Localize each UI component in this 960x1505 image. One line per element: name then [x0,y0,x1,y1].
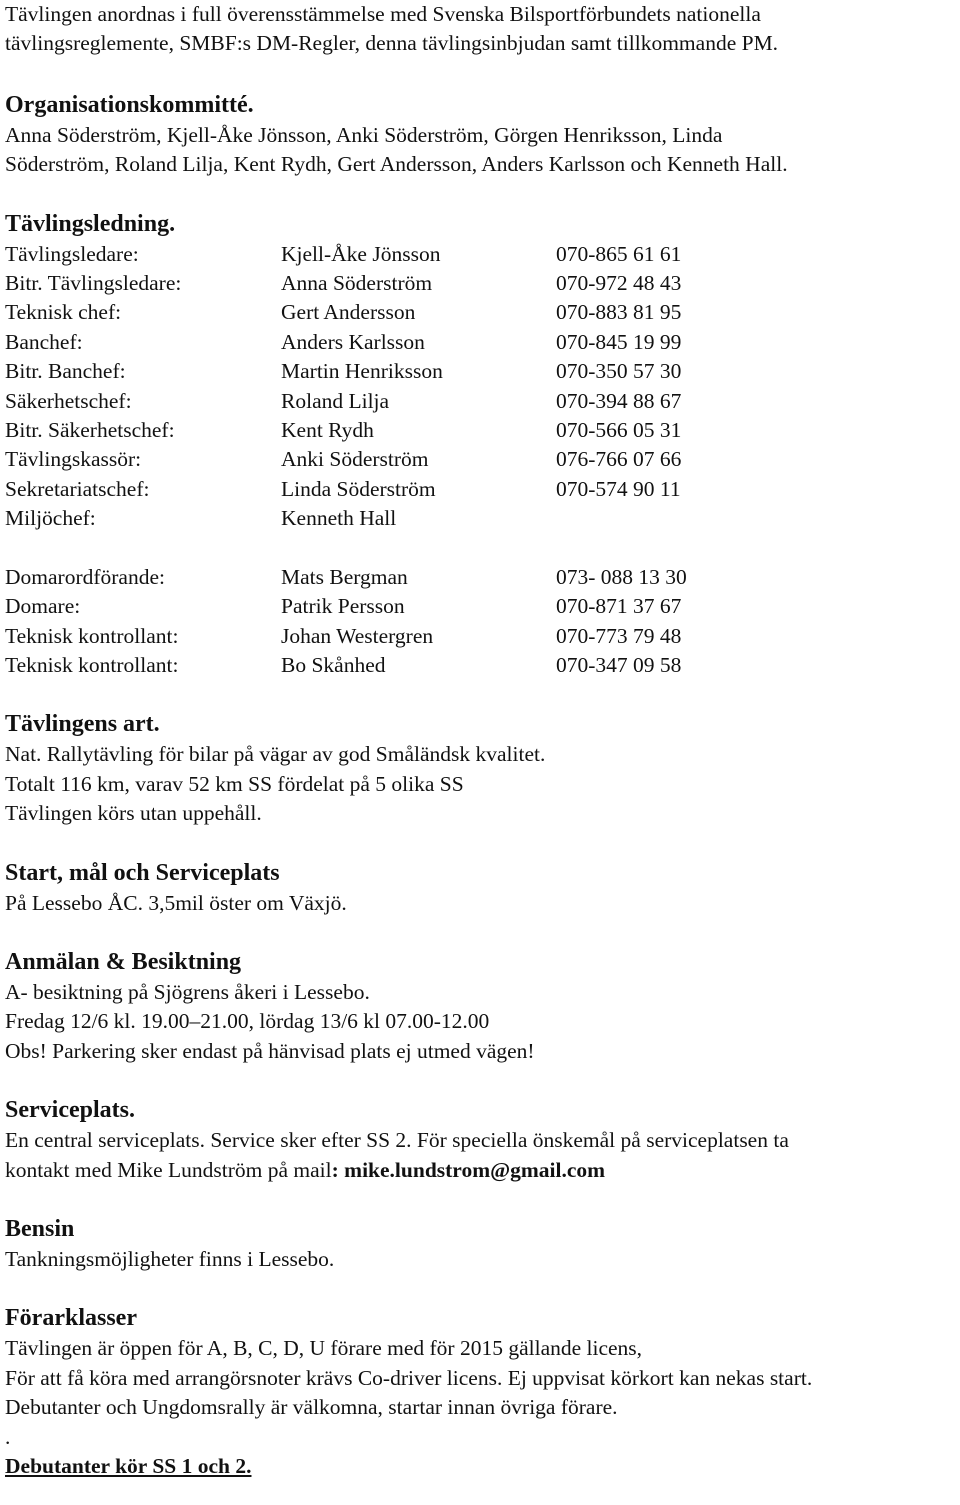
name-cell: Kent Rydh [281,418,374,443]
ledning-heading: Tävlingsledning. [5,210,176,237]
anmalan-section [5,947,955,1066]
name-cell: Anki Söderström [281,447,429,472]
intro-line-2: tävlingsreglemente, SMBF:s DM-Regler, denna tävlingsinbjudan samt tillkommande PM. [5,31,779,56]
staff-row [5,328,856,357]
anmalan-heading: Anmälan & Besiktning [5,948,242,975]
role-cell: Teknisk kontrollant: [5,623,179,648]
role-cell: Bitr. Säkerhetschef: [5,418,175,443]
klasser-line-3: Debutanter och Ungdomsrally är välkomna, startar innan övriga förare. [5,1395,618,1420]
staff-row [5,416,856,445]
bensin-heading: Bensin [5,1215,75,1242]
intro-line-1: Tävlingen anordnas i full överensstämmelse med Svenska Bilsportförbundets nationella [5,2,761,26]
anmalan-line-3: Obs! Parkering sker endast på hänvisad plats ej utmed vägen! [5,1038,535,1063]
art-line-2: Totalt 116 km, varav 52 km SS fördelat på 5 olika SS [5,771,464,796]
name-cell: Gert Andersson [281,300,416,325]
name-cell: Martin Henriksson [281,359,443,384]
art-line-3: Tävlingen körs utan uppehåll. [5,801,262,826]
name-cell: Bo Skånhed [281,652,386,677]
staff-row [5,475,856,504]
phone-cell: 076-766 07 66 [556,447,682,472]
phone-cell: 070-972 48 43 [556,271,682,296]
role-cell: Sekretariatschef: [5,476,150,501]
official-row [5,563,856,592]
name-cell: Patrik Persson [281,594,405,619]
art-line-1: Nat. Rallytävling för bilar på vägar av god Småländsk kvalitet. [5,742,546,767]
role-cell: Miljöchef: [5,506,96,531]
official-row [5,592,856,621]
service-line-2 [5,1156,955,1185]
phone-cell: 070-865 61 61 [556,241,682,266]
bensin-section [5,1214,955,1274]
klasser-line-4: . [5,1424,11,1449]
organisation-line-1: Anna Söderström, Kjell-Åke Jönsson, Anki Söderström, Görgen Henriksson, Linda [5,122,723,147]
art-heading: Tävlingens art. [5,711,160,738]
role-cell: Domarordförande: [5,564,165,589]
klasser-section [5,1303,955,1481]
officials-table [5,563,856,681]
staff-row [5,504,856,533]
service-contact-text: kontakt med Mike Lundström på mail [5,1157,332,1182]
anmalan-line-1: A- besiktning på Sjögrens åkeri i Lessebo. [5,979,370,1004]
staff-row [5,387,856,416]
klasser-heading: Förarklasser [5,1305,137,1332]
phone-cell [556,504,856,533]
intro-section [5,0,955,59]
service-line-1: En central serviceplats. Service sker efter SS 2. För speciella önskemål på serviceplatsen ta [5,1128,789,1153]
role-cell: Bitr. Tävlingsledare: [5,271,182,296]
organisation-heading: Organisationskommitté. [5,91,254,118]
phone-cell: 070-773 79 48 [556,623,682,648]
name-cell: Johan Westergren [281,623,434,648]
staff-row [5,269,856,298]
role-cell: Banchef: [5,329,83,354]
phone-cell: 070-350 57 30 [556,359,682,384]
phone-cell: 070-574 90 11 [556,476,681,501]
role-cell: Teknisk chef: [5,300,122,325]
phone-cell: 070-566 05 31 [556,418,682,443]
role-cell: Bitr. Banchef: [5,359,126,384]
organisation-section [5,90,955,180]
klasser-line-2: För att få köra med arrangörsnoter krävs Co-driver licens. Ej uppvisat körkort kan nekas start. [5,1365,813,1390]
name-cell: Anders Karlsson [281,329,425,354]
organisation-line-2: Söderström, Roland Lilja, Kent Rydh, Gert Andersson, Anders Karlsson och Kenneth Hall. [5,152,788,177]
role-cell: Tävlingskassör: [5,447,142,472]
phone-cell: 070-347 09 58 [556,652,682,677]
staff-row [5,240,856,269]
service-email-link[interactable]: : mike.lundstrom@gmail.com [331,1157,606,1182]
art-section [5,709,955,828]
klasser-line-5: Debutanter kör SS 1 och 2. [5,1454,252,1478]
name-cell: Mats Bergman [281,564,408,589]
bensin-line-1: Tankningsmöjligheter finns i Lessebo. [5,1246,335,1271]
phone-cell: 070-871 37 67 [556,594,682,619]
document-page [5,0,955,1481]
anmalan-line-2: Fredag 12/6 kl. 19.00–21.00, lördag 13/6 kl 07.00-12.00 [5,1009,490,1034]
phone-cell: 073- 088 13 30 [556,564,687,589]
staff-row [5,357,856,386]
role-cell: Teknisk kontrollant: [5,652,179,677]
start-section [5,858,955,918]
start-heading: Start, mål och Serviceplats [5,859,280,886]
name-cell: Roland Lilja [281,388,390,413]
service-section [5,1095,955,1185]
role-cell: Tävlingsledare: [5,241,139,266]
ledning-section [5,209,955,681]
service-heading: Serviceplats. [5,1097,135,1124]
staff-row [5,445,856,474]
staff-table [5,240,856,534]
name-cell: Kenneth Hall [281,506,397,531]
start-line-1: På Lessebo ÅC. 3,5mil öster om Växjö. [5,890,347,915]
name-cell: Linda Söderström [281,476,436,501]
klasser-line-1: Tävlingen är öppen för A, B, C, D, U förare med för 2015 gällande licens, [5,1336,643,1361]
phone-cell: 070-394 88 67 [556,388,682,413]
official-row [5,622,856,651]
phone-cell: 070-845 19 99 [556,329,682,354]
staff-row [5,298,856,327]
name-cell: Kjell-Åke Jönsson [281,241,441,266]
role-cell: Domare: [5,594,81,619]
official-row [5,651,856,680]
role-cell: Säkerhetschef: [5,388,132,413]
name-cell: Anna Söderström [281,271,433,296]
phone-cell: 070-883 81 95 [556,300,682,325]
